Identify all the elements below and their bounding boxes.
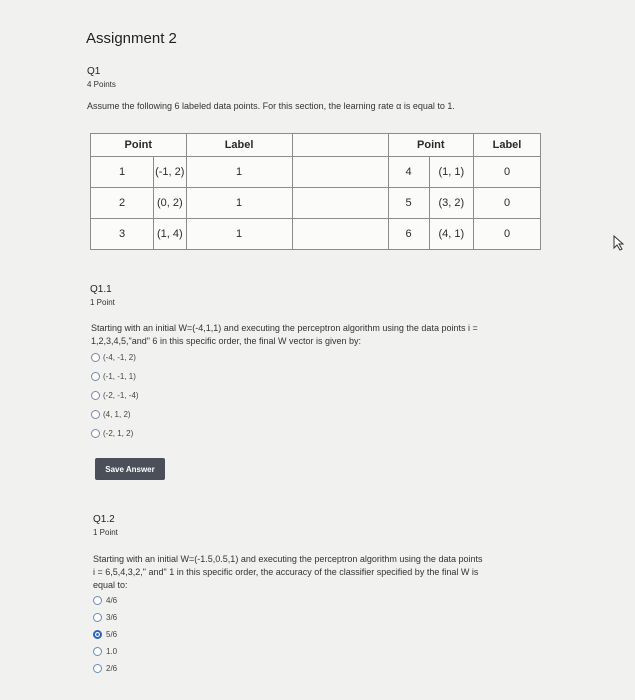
cell-point: (1, 1) [429, 157, 473, 188]
q1-1-option[interactable] [91, 367, 211, 386]
cell-label: 1 [186, 219, 292, 250]
cell-index: 4 [388, 157, 429, 188]
option-label: (-2, -1, -4) [103, 391, 139, 400]
cell-point: (4, 1) [429, 219, 473, 250]
radio-button-icon[interactable] [91, 410, 100, 419]
header-point-a: Point [91, 134, 187, 157]
option-label: (-2, 1, 2) [103, 429, 134, 438]
option-label: 5/6 [106, 630, 118, 639]
q1-2-option[interactable] [93, 609, 213, 626]
cell-index: 6 [388, 219, 429, 250]
radio-button-icon[interactable] [91, 372, 100, 381]
option-label: (4, 1, 2) [103, 410, 131, 419]
q1-1-option[interactable] [91, 405, 211, 424]
q1-points: 4 Points [87, 80, 116, 89]
table-row [91, 219, 541, 250]
data-points-table [90, 133, 541, 250]
assignment-title: Assignment 2 [86, 30, 177, 47]
q1-1-text-line1: Starting with an initial W=(-4,1,1) and executing the perceptron algorithm using the data points i = [91, 323, 478, 333]
q1-1-options [91, 348, 211, 443]
save-answer-button[interactable]: Save Answer [95, 458, 165, 480]
q1-2-text-line3: equal to: [93, 580, 128, 590]
option-label: 4/6 [106, 596, 118, 605]
cell-point: (-1, 2) [154, 157, 187, 188]
cell-label: 1 [186, 157, 292, 188]
q1-2-text-line1: Starting with an initial W=(-1.5,0.5,1) and executing the perceptron algorithm using the data points [93, 554, 483, 564]
q1-2-label: Q1.2 [93, 514, 115, 525]
cell-point: (3, 2) [429, 188, 473, 219]
q1-intro: Assume the following 6 labeled data points. For this section, the learning rate α is equal to 1. [87, 101, 455, 111]
cell-index: 3 [91, 219, 154, 250]
cell-spacer [292, 157, 388, 188]
option-label: (-4, -1, 2) [103, 353, 136, 362]
cell-label: 0 [474, 188, 541, 219]
cell-index: 5 [388, 188, 429, 219]
option-label: 2/6 [106, 664, 118, 673]
radio-button-icon[interactable] [93, 647, 102, 656]
cell-point: (0, 2) [154, 188, 187, 219]
table-row [91, 157, 541, 188]
cell-point: (1, 4) [154, 219, 187, 250]
cell-index: 2 [91, 188, 154, 219]
mouse-cursor-icon [613, 235, 629, 251]
q1-1-text-line2: 1,2,3,4,5,"and" 6 in this specific order, the final W vector is given by: [91, 336, 362, 346]
q1-2-option[interactable] [93, 660, 213, 677]
q1-2-text-line2: i = 6,5,4,3,2," and" 1 in this specific order, the accuracy of the classifier specified by the final W is [93, 567, 479, 577]
cell-index: 1 [91, 157, 154, 188]
q1-1-label: Q1.1 [90, 284, 112, 295]
header-point-b: Point [388, 134, 473, 157]
option-label: 3/6 [106, 613, 118, 622]
q1-1-option[interactable] [91, 424, 211, 443]
header-label-a: Label [186, 134, 292, 157]
radio-selected-icon[interactable] [93, 630, 102, 639]
cell-label: 0 [474, 157, 541, 188]
table-header-row [91, 134, 541, 157]
q1-2-option-selected[interactable] [93, 626, 213, 643]
option-label: 1.0 [106, 647, 118, 656]
radio-button-icon[interactable] [91, 429, 100, 438]
table-row [91, 188, 541, 219]
header-label-b: Label [474, 134, 541, 157]
q1-1-points: 1 Point [90, 298, 115, 307]
radio-button-icon[interactable] [91, 391, 100, 400]
q1-1-option[interactable] [91, 386, 211, 405]
cell-spacer [292, 219, 388, 250]
cell-label: 1 [186, 188, 292, 219]
radio-button-icon[interactable] [93, 596, 102, 605]
q1-2-options [93, 592, 213, 677]
q1-2-option[interactable] [93, 643, 213, 660]
cell-spacer [292, 188, 388, 219]
q1-2-points: 1 Point [93, 528, 118, 537]
q1-2-option[interactable] [93, 592, 213, 609]
q1-label: Q1 [87, 66, 101, 77]
radio-button-icon[interactable] [93, 613, 102, 622]
option-label: (-1, -1, 1) [103, 372, 136, 381]
q1-1-option[interactable] [91, 348, 211, 367]
radio-button-icon[interactable] [93, 664, 102, 673]
radio-button-icon[interactable] [91, 353, 100, 362]
cell-label: 0 [474, 219, 541, 250]
